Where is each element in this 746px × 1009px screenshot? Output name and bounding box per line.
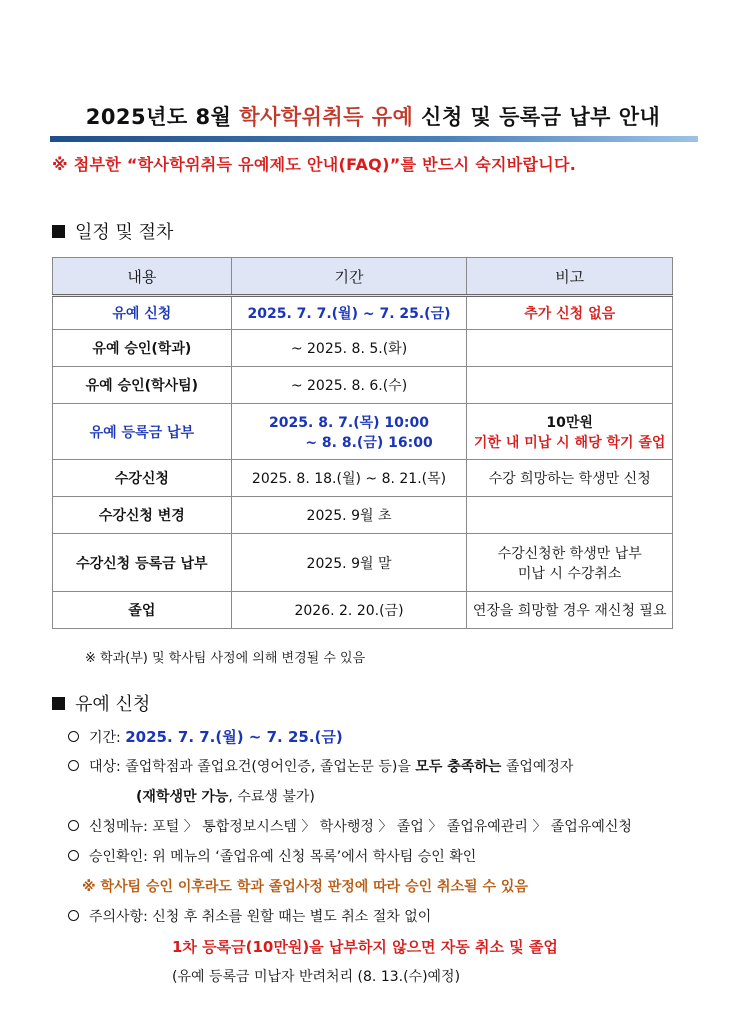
row-period: 2026. 2. 20.(금) (231, 592, 467, 629)
page-title (0, 101, 746, 131)
list-item (68, 842, 718, 872)
schedule-note: ※ 학과(부) 및 학사팀 사정에 의해 변경될 수 있음 (85, 651, 366, 666)
target-post: 졸업예정자 (501, 759, 574, 775)
table-row (53, 330, 673, 367)
circle-bullet-icon (68, 760, 79, 771)
row-item: 유예 승인(학과) (53, 330, 232, 367)
list-item-continuation (68, 782, 718, 812)
title-post: 신청 및 등록금 납부 안내 (413, 105, 661, 129)
circle-bullet-icon (68, 731, 79, 742)
remark-line-1: 10만원 (546, 414, 593, 431)
period-line-1: 2025. 8. 7.(목) 10:00 (269, 414, 429, 431)
row-remark (467, 497, 673, 534)
target-sub-bold: (재학생만 가능 (136, 789, 229, 805)
remark-line-1: 수강신청한 학생만 납부 (497, 545, 642, 562)
list-item (68, 752, 718, 782)
table-row (53, 534, 673, 592)
faq-notice: ※ 첨부한 “학사학위취득 유예제도 안내(FAQ)”를 반드시 숙지바랍니다. (52, 155, 577, 174)
row-item: 유예 등록금 납부 (53, 404, 232, 460)
caution-note-text: (유예 등록금 미납자 반려처리 (8. 13.(수)예정) (172, 969, 461, 985)
row-period: 2025. 9월 초 (231, 497, 467, 534)
warning-line (68, 872, 718, 902)
table-row (53, 592, 673, 629)
square-bullet-icon (52, 697, 65, 710)
remark-line-2: 기한 내 미납 시 해당 학기 졸업 (473, 434, 666, 451)
target-sub-rest: , 수료생 불가) (228, 789, 315, 805)
table-row (53, 460, 673, 497)
warning-text: ※ 학사팀 승인 이후라도 학과 졸업사정 판정에 따라 승인 취소될 수 있음 (82, 879, 528, 895)
circle-bullet-icon (68, 820, 79, 831)
circle-bullet-icon (68, 910, 79, 921)
caution-note-line (68, 962, 718, 992)
row-remark (467, 330, 673, 367)
row-item: 수강신청 변경 (53, 497, 232, 534)
caution-red-text: 1차 등록금(10만원)을 납부하지 않으면 자동 취소 및 졸업 (172, 938, 558, 956)
table-row (53, 296, 673, 330)
row-remark (467, 534, 673, 592)
list-item (68, 902, 718, 932)
table-row (53, 367, 673, 404)
caution-red-line (68, 932, 718, 962)
row-period: 2025. 7. 7.(월) ~ 7. 25.(금) (231, 296, 467, 330)
row-item: 수강신청 (53, 460, 232, 497)
col-header-remark: 비고 (467, 258, 673, 296)
row-period (231, 404, 467, 460)
target-label: 대상: 졸업학점과 졸업요건(영어인증, 졸업논문 등)을 (89, 759, 416, 775)
row-remark: 수강 희망하는 학생만 신청 (467, 460, 673, 497)
list-item (68, 722, 718, 752)
row-item: 졸업 (53, 592, 232, 629)
title-pre: 2025년도 8월 (85, 105, 240, 129)
list-item (68, 812, 718, 842)
period-label: 기간: (89, 730, 126, 746)
title-highlight: 학사학위취득 유예 (239, 105, 414, 129)
table-header-row (53, 258, 673, 296)
row-period: ~ 2025. 8. 6.(수) (231, 367, 467, 404)
row-period: 2025. 9월 말 (231, 534, 467, 592)
schedule-heading (52, 218, 173, 244)
apply-list (68, 722, 718, 992)
title-underline (50, 136, 698, 142)
row-remark: 추가 신청 없음 (467, 296, 673, 330)
table-row (53, 497, 673, 534)
confirm-text: 승인확인: 위 메뉴의 ‘졸업유예 신청 목록’에서 학사팀 승인 확인 (89, 849, 477, 865)
schedule-table (52, 257, 673, 629)
row-period: 2025. 8. 18.(월) ~ 8. 21.(목) (231, 460, 467, 497)
row-remark (467, 404, 673, 460)
menu-path: 신청메뉴: 포털 〉 통합정보시스템 〉 학사행정 〉 졸업 〉 졸업유예관리 〉 졸업유예신청 (89, 819, 632, 835)
col-header-item: 내용 (53, 258, 232, 296)
period-value: 2025. 7. 7.(월) ~ 7. 25.(금) (125, 728, 343, 746)
row-period: ~ 2025. 8. 5.(화) (231, 330, 467, 367)
square-bullet-icon (52, 225, 65, 238)
row-item: 수강신청 등록금 납부 (53, 534, 232, 592)
row-item: 유예 신청 (53, 296, 232, 330)
col-header-period: 기간 (231, 258, 467, 296)
schedule-heading-label: 일정 및 절차 (75, 222, 174, 243)
caution-text: 주의사항: 신청 후 취소를 원할 때는 별도 취소 절차 없이 (89, 909, 432, 925)
period-line-2: ~ 8. 8.(금) 16:00 (305, 434, 433, 451)
target-bold: 모두 충족하는 (415, 759, 502, 775)
row-item: 유예 승인(학사팀) (53, 367, 232, 404)
circle-bullet-icon (68, 850, 79, 861)
apply-heading-label: 유예 신청 (75, 694, 151, 715)
table-row (53, 404, 673, 460)
apply-heading (52, 690, 150, 716)
row-remark: 연장을 희망할 경우 재신청 필요 (467, 592, 673, 629)
row-remark (467, 367, 673, 404)
remark-line-2: 미납 시 수강취소 (517, 565, 622, 582)
